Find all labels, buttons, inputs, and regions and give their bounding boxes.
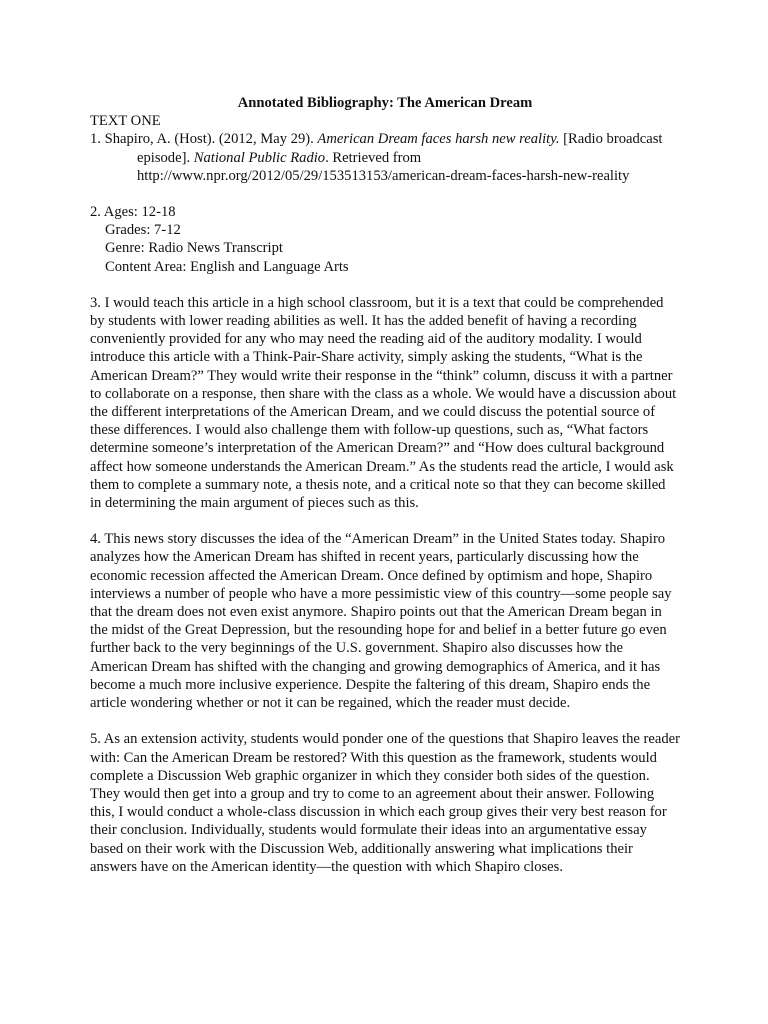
paragraph-summary: 4. This news story discusses the idea of the “American Dream” in the United States today. Shapiro analyzes how the American Dream has shifted in recent years, particularly discussing how the economic recession affected the American Dream. Once defined by optimism and hope, Shapiro interviews a number of people who have a more pessimistic view of this country—some people say that the dream does not even exist anymore. Shapiro points out that the American Dream began in the midst of the Great Depression, but the resounding hope for and belief in a better future go even further back to the very beginnings of the U.S. government. Shapiro also discusses how the American Dream has shifted with the changing and growing demographics of America, and it has become a much more inclusive experience. Despite the faltering of this dream, Shapiro ends the article wondering whether or not it can be regained, which the reader must decide. [90, 531, 672, 712]
paragraph-extension-activity: 5. As an extension activity, students would ponder one of the questions that Shapiro leaves the reader with: Can the American Dream be restored? With this question as the framework, students would complete a Discussion Web graphic organizer in which they consider both sides of the question. They would then get into a group and try to come to an agreement about their answer. Following this, I would conduct a whole-class discussion in which each group gives their very best reason for their conclusion. Individually, students would formulate their ideas into an argumentative essay based on their work with the Discussion Web, additionally answering what implications their answers have on the American identity—the question with which Shapiro closes. [90, 731, 680, 875]
document-title: Annotated Bibliography: The American Dream [237, 95, 533, 111]
spacer [90, 185, 680, 203]
grades-line: Grades: 7-12 [105, 222, 181, 239]
content-area-line: Content Area: English and Language Arts [105, 258, 349, 275]
paragraph-teaching-plan: 3. I would teach this article in a high school classroom, but it is a text that could be comprehended by students with lower reading abilities as well. It has the added benefit of having a recording conveniently provided for any who may need the reading aid of the auditory modality. I would introduce this article with a Think-Pair-Share activity, simply asking the students, “What is the American Dream?” They would write their response in the “think” column, discuss it with a partner to collaborate on a response, then share with the class as a whole. We would have a discussion about the different interpretations of the American Dream, and we could discuss the potential source of these differences. I would also challenge them with follow-up questions, such as, “What factors determine someone’s interpretation of the American Dream?” and “How does cultural background affect how someone understands the American Dream.” As the students read the article, I would ask them to complete a summary note, a thesis note, and a critical note so that they can become skilled in determining the main argument of pieces such as this. [90, 294, 677, 512]
audience-info [90, 203, 680, 276]
section-label: TEXT ONE [90, 113, 161, 130]
spacer [90, 276, 680, 294]
ages-line: 2. Ages: 12-18 [90, 204, 176, 221]
document-page [90, 94, 680, 876]
citation-middle: [Radio broadcast episode]. [137, 131, 663, 166]
spacer [90, 712, 680, 730]
citation-source: National Public Radio [193, 149, 326, 166]
citation-prefix: 1. Shapiro, A. (Host). (2012, May 29). [90, 131, 318, 148]
spacer [90, 512, 680, 530]
citation-entry [90, 130, 680, 185]
citation-title: American Dream faces harsh new reality. [317, 131, 560, 148]
genre-line: Genre: Radio News Transcript [105, 240, 283, 257]
citation-suffix: . Retrieved from http://www.npr.org/2012/05/29/153513153/american-dream-faces-harsh-new-reality [137, 149, 630, 184]
